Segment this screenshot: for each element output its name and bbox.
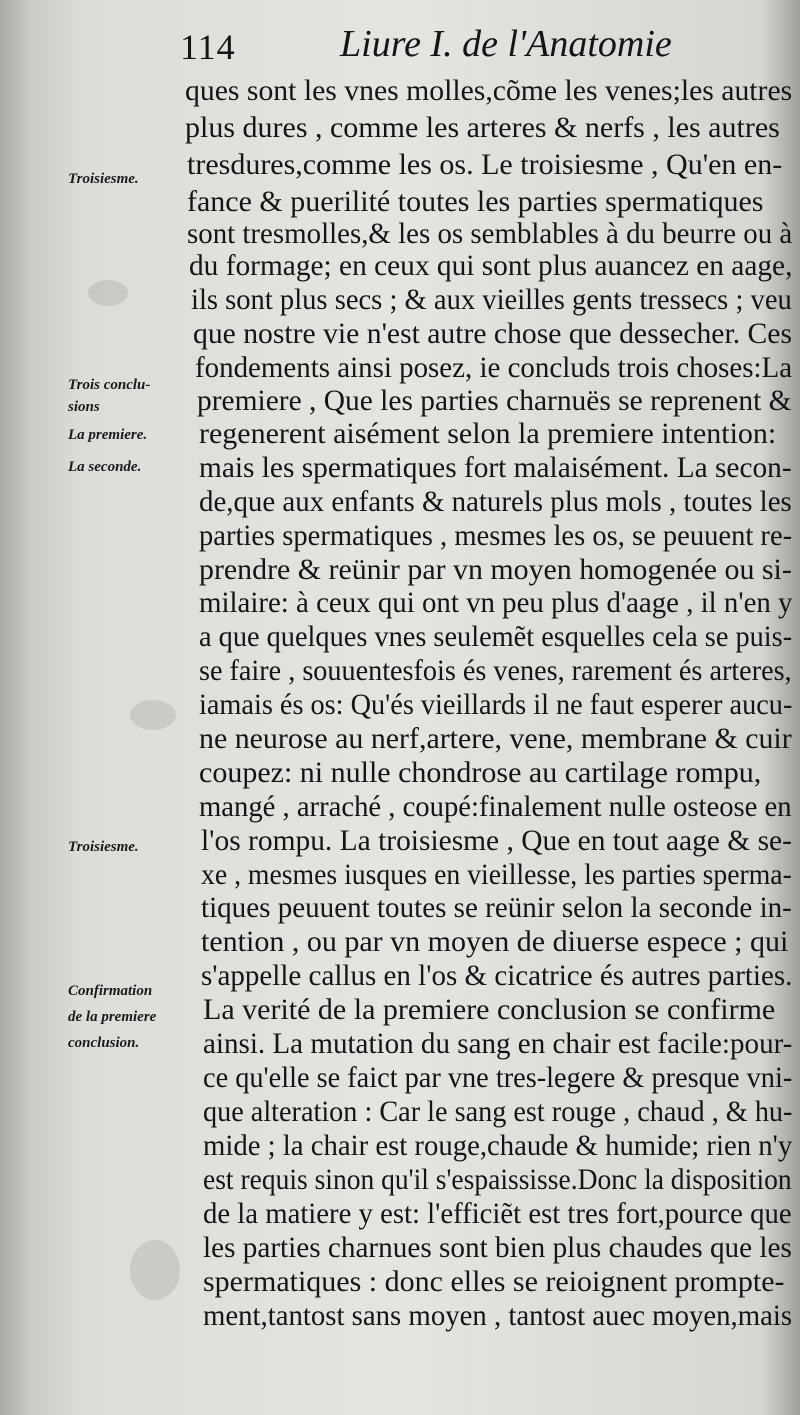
marginal-note: La premiere. xyxy=(68,427,148,443)
text-line: ques sont les vnes molles,cõme les venes;les autres xyxy=(185,74,793,107)
text-line: mide ; la chair est rouge,chaude & humide; rien n'y xyxy=(203,1129,793,1162)
text-line: les parties charnues sont bien plus chaudes que les xyxy=(203,1231,792,1264)
text-line: ce qu'elle se faict par vne tres-legere & presque vni- xyxy=(203,1061,793,1094)
text-line: de,que aux enfants & naturels plus mols , toutes les xyxy=(199,485,792,518)
text-line: regenerent aisément selon la premiere intention: xyxy=(199,417,777,450)
running-title: Liure I. de l'Anatomie xyxy=(340,23,672,65)
text-line: ne neurose au nerf,artere, vene, membrane & cuir xyxy=(199,722,792,755)
text-line: de la matiere y est: l'efficiẽt est tres fort,pource que xyxy=(203,1197,792,1230)
marginal-note: conclusion. xyxy=(68,1035,140,1051)
text-line: se faire , souuentesfois és venes, rarement és arteres, xyxy=(199,654,792,687)
text-line: mais les spermatiques fort malaisément. La secon- xyxy=(199,451,792,484)
text-line: tention , ou par vn moyen de diuerse espece ; qui xyxy=(201,925,789,958)
text-line: coupez: ni nulle chondrose au cartilage rompu, xyxy=(199,756,762,789)
text-line: l'os rompu. La troisiesme , Que en tout aage & se- xyxy=(201,824,792,857)
text-line: parties spermatiques , mesmes les os, se peuuent re- xyxy=(199,519,793,552)
text-line: sont tresmolles,& les os semblables à du beurre ou à xyxy=(187,217,793,250)
text-line: spermatiques : donc elles se reioignent prompte- xyxy=(203,1265,785,1298)
marginal-note: Troisiesme. xyxy=(68,839,139,855)
marginal-note: sions xyxy=(68,399,100,415)
text-line: milaire: à ceux qui ont vn peu plus d'aage , il n'en y xyxy=(199,586,793,619)
text-line: mangé , arraché , coupé:finalement nulle osteose en xyxy=(199,790,792,823)
text-line: premiere , Que les parties charnuës se reprenent & xyxy=(197,384,792,417)
text-line: ment,tantost sans moyen , tantost auec moyen,mais xyxy=(203,1299,793,1332)
text-line: ils sont plus secs ; & aux vieilles gents tressecs ; veu xyxy=(191,283,792,316)
text-line: s'appelle callus en l'os & cicatrice és autres parties. xyxy=(201,959,793,992)
marginal-note: Troisiesme. xyxy=(68,171,139,187)
text-line: tresdures,comme les os. Le troisiesme , Qu'en en- xyxy=(187,148,783,181)
marginal-note: de la premiere xyxy=(68,1009,157,1025)
marginal-note: Trois conclu- xyxy=(68,377,151,393)
text-line: que alteration : Car le sang est rouge , chaud , & hu- xyxy=(203,1095,793,1128)
text-line: fance & puerilité toutes les parties spermatiques xyxy=(187,185,764,218)
page-number: 114 xyxy=(180,27,236,67)
text-line: La verité de la premiere conclusion se confirme xyxy=(203,993,776,1026)
text-line: ainsi. La mutation du sang en chair est facile:pour- xyxy=(203,1027,793,1060)
text-line: tiques peuuent toutes se reünir selon la seconde in- xyxy=(201,891,792,924)
marginal-note: Confirmation xyxy=(68,983,153,999)
text-line: est requis sinon qu'il s'espaississe.Donc la disposition xyxy=(203,1163,792,1196)
text-line: du formage; en ceux qui sont plus auancez en aage, xyxy=(189,249,793,282)
text-line: xe , mesmes iusques en vieillesse, les parties sperma- xyxy=(201,858,792,891)
text-line: fondements ainsi posez, ie concluds trois choses:La xyxy=(195,351,793,384)
text-line: a que quelques vnes seulemẽt esquelles cela se puis- xyxy=(199,620,793,653)
text-line: plus dures , comme les arteres & nerfs , les autres xyxy=(185,111,780,144)
text-line: prendre & reünir par vn moyen homogenée ou si- xyxy=(199,553,792,586)
marginal-note: La seconde. xyxy=(68,459,142,475)
text-line: que nostre vie n'est autre chose que dessecher. Ces xyxy=(193,317,793,350)
text-line: iamais és os: Qu'és vieillards il ne faut esperer aucu- xyxy=(199,688,793,721)
